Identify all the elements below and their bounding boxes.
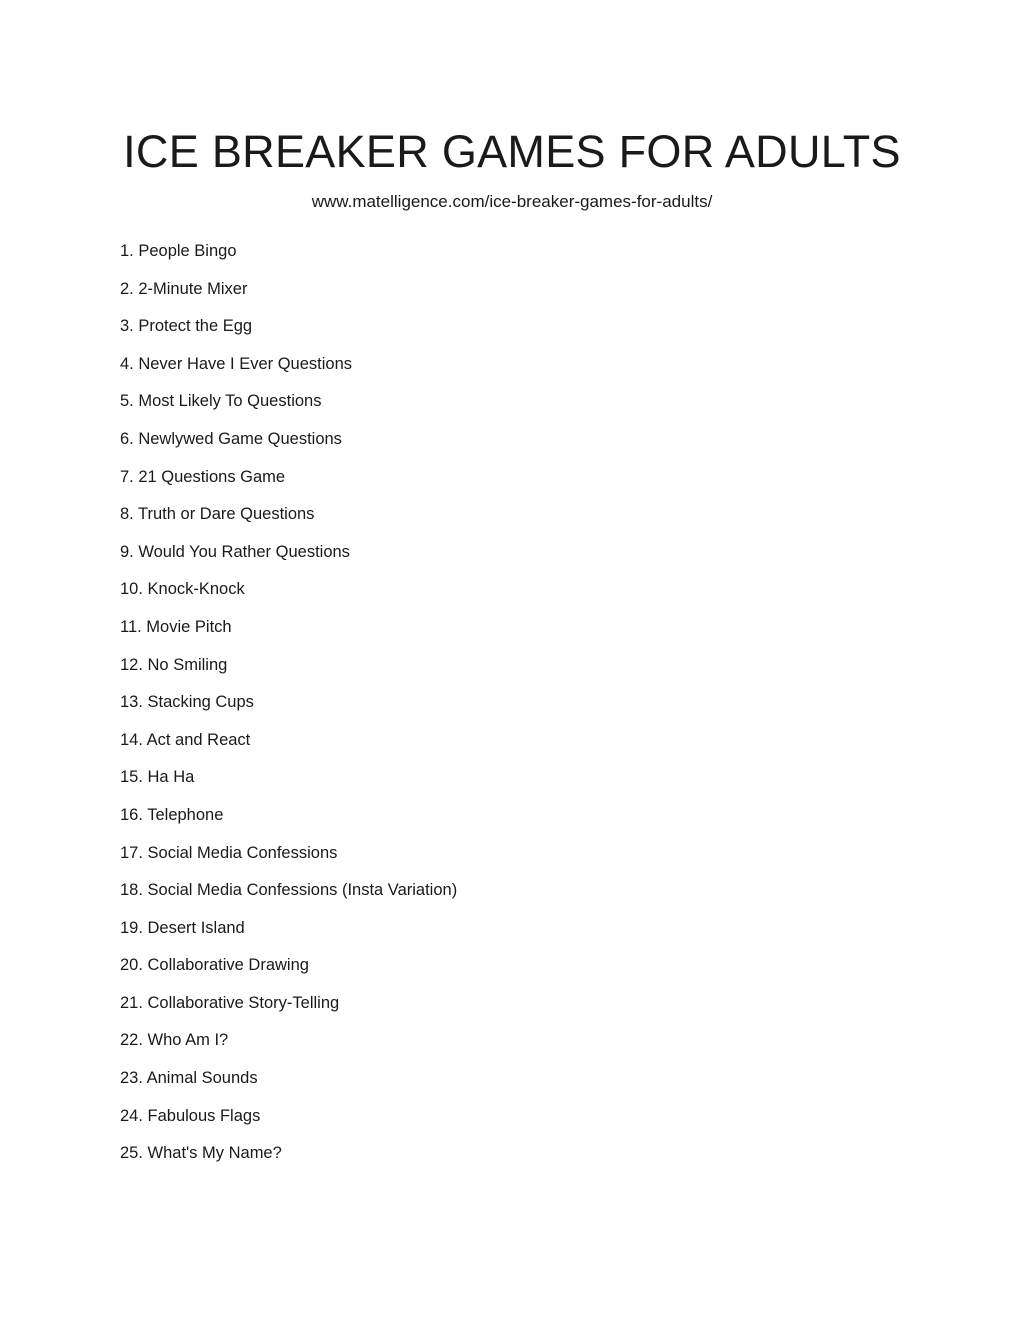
list-item: 15. Ha Ha <box>120 768 195 787</box>
list-item: 22. Who Am I? <box>120 1031 229 1050</box>
list-item: 14. Act and React <box>120 730 251 749</box>
list-item: 19. Desert Island <box>120 918 245 937</box>
list-item: 20. Collaborative Drawing <box>120 956 309 975</box>
list-item: 21. Collaborative Story-Telling <box>120 993 340 1012</box>
list-item: 16. Telephone <box>120 805 224 824</box>
list-item: 18. Social Media Confessions (Insta Variation) <box>120 881 458 900</box>
list-item: 17. Social Media Confessions <box>120 843 338 862</box>
list-item: 5. Most Likely To Questions <box>120 392 322 411</box>
list-item: 7. 21 Questions Game <box>120 467 286 486</box>
list-item: 3. Protect the Egg <box>120 317 253 336</box>
list-item: 9. Would You Rather Questions <box>120 542 350 561</box>
list-item: 2. 2-Minute Mixer <box>120 279 248 298</box>
list-item: 25. What's My Name? <box>120 1144 282 1163</box>
source-url: www.matelligence.com/ice-breaker-games-for-adults/ <box>311 192 713 211</box>
list-item: 23. Animal Sounds <box>120 1069 258 1088</box>
list-item: 12. No Smiling <box>120 655 228 674</box>
list-item: 13. Stacking Cups <box>120 693 254 712</box>
list-item: 24. Fabulous Flags <box>120 1106 261 1125</box>
page-title: ICE BREAKER GAMES FOR ADULTS <box>123 126 901 177</box>
list-item: 11. Movie Pitch <box>120 617 232 636</box>
games-list <box>120 239 457 1179</box>
list-item: 1. People Bingo <box>120 242 237 260</box>
list-item: 6. Newlywed Game Questions <box>120 429 342 448</box>
list-item: 8. Truth or Dare Questions <box>120 505 315 524</box>
list-item: 10. Knock-Knock <box>120 580 245 599</box>
list-item: 4. Never Have I Ever Questions <box>120 354 353 373</box>
